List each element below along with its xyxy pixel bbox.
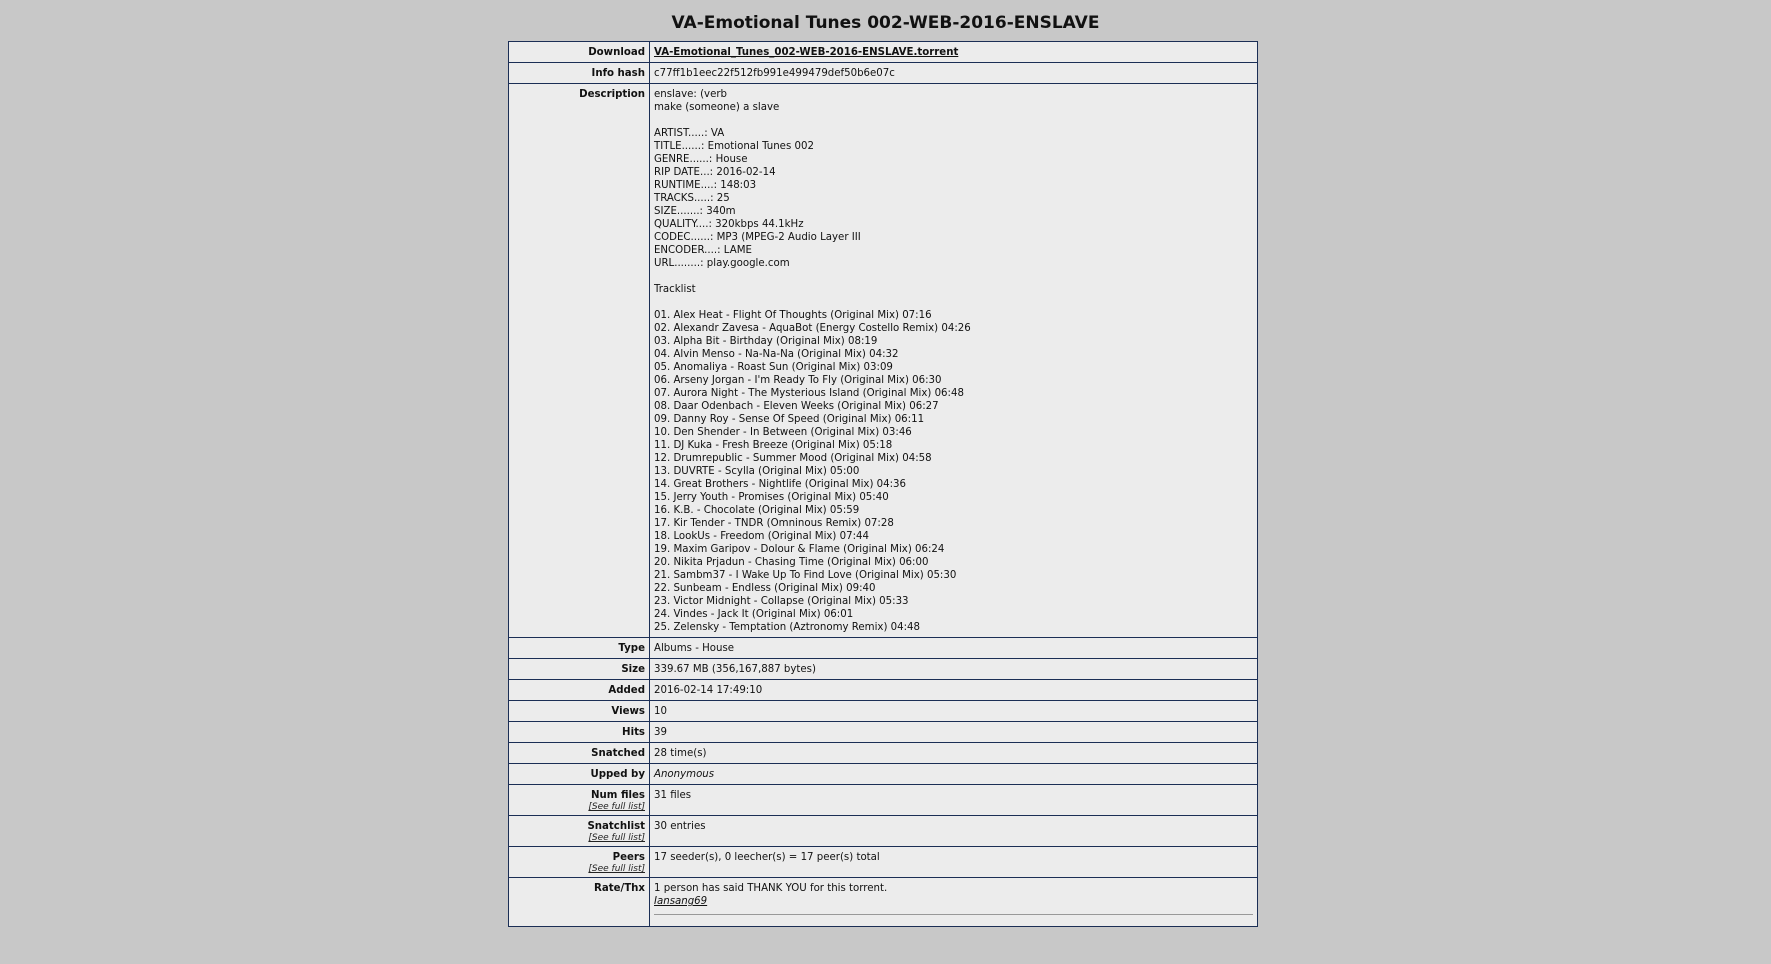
- row-views: [509, 701, 1258, 722]
- page-title: VA-Emotional Tunes 002-WEB-2016-ENSLAVE: [671, 13, 1100, 33]
- num-files-see-full-list-link[interactable]: [See full list]: [588, 802, 645, 812]
- description-field-line: RUNTIME....: 148:03: [654, 180, 757, 191]
- description-field-line: GENRE......: House: [654, 154, 748, 165]
- num-files-value: 31 files: [650, 785, 1258, 816]
- track-line: 08. Daar Odenbach - Eleven Weeks (Original Mix) 06:27: [654, 401, 939, 412]
- label-upped-by: Upped by: [509, 764, 650, 785]
- row-description: [509, 84, 1258, 638]
- track-line: 16. K.B. - Chocolate (Original Mix) 05:59: [654, 505, 860, 516]
- track-line: 25. Zelensky - Temptation (Aztronomy Remix) 04:48: [654, 622, 921, 633]
- description-intro: [654, 88, 1253, 114]
- track-line: 18. LookUs - Freedom (Original Mix) 07:44: [654, 531, 869, 542]
- row-num-files: [509, 785, 1258, 816]
- label-added: Added: [509, 680, 650, 701]
- description-field-line: ENCODER....: LAME: [654, 245, 752, 256]
- description-intro-line: enslave: (verb: [654, 89, 727, 100]
- row-hits: [509, 722, 1258, 743]
- track-line: 03. Alpha Bit - Birthday (Original Mix) 08:19: [654, 336, 878, 347]
- row-type: [509, 638, 1258, 659]
- track-line: 06. Arseny Jorgan - I'm Ready To Fly (Original Mix) 06:30: [654, 375, 942, 386]
- snatched-value: 28 time(s): [650, 743, 1258, 764]
- snatchlist-see-full-list-link[interactable]: [See full list]: [588, 833, 645, 843]
- label-rate-thx: Rate/Thx: [509, 878, 650, 927]
- track-line: 09. Danny Roy - Sense Of Speed (Original Mix) 06:11: [654, 414, 925, 425]
- label-size: Size: [509, 659, 650, 680]
- track-line: 01. Alex Heat - Flight Of Thoughts (Original Mix) 07:16: [654, 310, 932, 321]
- label-type: Type: [509, 638, 650, 659]
- info-hash-value: c77ff1b1eec22f512fb991e499479def50b6e07c: [650, 63, 1258, 84]
- track-line: 12. Drumrepublic - Summer Mood (Original Mix) 04:58: [654, 453, 932, 464]
- track-line: 10. Den Shender - In Between (Original Mix) 03:46: [654, 427, 912, 438]
- track-line: 23. Victor Midnight - Collapse (Original Mix) 05:33: [654, 596, 909, 607]
- description-field-line: QUALITY....: 320kbps 44.1kHz: [654, 219, 804, 230]
- peers-value: 17 seeder(s), 0 leecher(s) = 17 peer(s) total: [650, 847, 1258, 878]
- views-value: 10: [650, 701, 1258, 722]
- label-views: Views: [509, 701, 650, 722]
- tracklist-heading: Tracklist: [654, 284, 696, 295]
- peers-see-full-list-link[interactable]: [See full list]: [588, 864, 645, 874]
- track-line: 04. Alvin Menso - Na-Na-Na (Original Mix) 04:32: [654, 349, 899, 360]
- added-value: 2016-02-14 17:49:10: [650, 680, 1258, 701]
- row-upped-by: [509, 764, 1258, 785]
- description-field-line: ARTIST.....: VA: [654, 128, 725, 139]
- row-added: [509, 680, 1258, 701]
- description-fields: [654, 127, 1253, 270]
- snatchlist-value: 30 entries: [650, 816, 1258, 847]
- track-line: 22. Sunbeam - Endless (Original Mix) 09:40: [654, 583, 876, 594]
- hits-value: 39: [650, 722, 1258, 743]
- track-line: 17. Kir Tender - TNDR (Omninous Remix) 07:28: [654, 518, 894, 529]
- description-field-line: URL........: play.google.com: [654, 258, 790, 269]
- track-line: 15. Jerry Youth - Promises (Original Mix) 05:40: [654, 492, 889, 503]
- track-line: 21. Sambm37 - I Wake Up To Find Love (Original Mix) 05:30: [654, 570, 957, 581]
- torrent-details-table: [508, 41, 1258, 927]
- track-line: 05. Anomaliya - Roast Sun (Original Mix) 03:09: [654, 362, 893, 373]
- label-snatchlist: Snatchlist: [587, 821, 645, 832]
- row-download: [509, 42, 1258, 63]
- thanks-user-link[interactable]: Iansang69: [654, 896, 708, 907]
- row-snatchlist: [509, 816, 1258, 847]
- track-line: 11. DJ Kuka - Fresh Breeze (Original Mix) 05:18: [654, 440, 893, 451]
- row-snatched: [509, 743, 1258, 764]
- row-peers: [509, 847, 1258, 878]
- description-intro-line: make (someone) a slave: [654, 102, 780, 113]
- description-body: [650, 84, 1258, 638]
- size-value: 339.67 MB (356,167,887 bytes): [650, 659, 1258, 680]
- label-hits: Hits: [509, 722, 650, 743]
- label-info-hash: Info hash: [509, 63, 650, 84]
- track-line: 13. DUVRTE - Scylla (Original Mix) 05:00: [654, 466, 860, 477]
- track-line: 24. Vindes - Jack It (Original Mix) 06:01: [654, 609, 854, 620]
- upped-by-value: Anonymous: [650, 764, 1258, 785]
- tracklist: [654, 309, 1253, 634]
- description-field-line: TITLE......: Emotional Tunes 002: [654, 141, 814, 152]
- track-line: 02. Alexandr Zavesa - AquaBot (Energy Costello Remix) 04:26: [654, 323, 971, 334]
- label-download: Download: [509, 42, 650, 63]
- track-line: 07. Aurora Night - The Mysterious Island (Original Mix) 06:48: [654, 388, 964, 399]
- thanks-divider: [654, 914, 1253, 923]
- type-value: Albums - House: [650, 638, 1258, 659]
- label-snatched: Snatched: [509, 743, 650, 764]
- row-size: [509, 659, 1258, 680]
- label-peers: Peers: [612, 852, 645, 863]
- row-info-hash: [509, 63, 1258, 84]
- track-line: 19. Maxim Garipov - Dolour & Flame (Original Mix) 06:24: [654, 544, 945, 555]
- track-line: 14. Great Brothers - Nightlife (Original Mix) 04:36: [654, 479, 907, 490]
- track-line: 20. Nikita Prjadun - Chasing Time (Original Mix) 06:00: [654, 557, 929, 568]
- download-torrent-link[interactable]: VA-Emotional_Tunes_002-WEB-2016-ENSLAVE.torrent: [654, 47, 959, 58]
- thanks-text: 1 person has said THANK YOU for this torrent.: [654, 883, 888, 894]
- label-description: Description: [509, 84, 650, 638]
- description-field-line: SIZE.......: 340m: [654, 206, 736, 217]
- description-field-line: CODEC......: MP3 (MPEG-2 Audio Layer III: [654, 232, 861, 243]
- description-field-line: RIP DATE...: 2016-02-14: [654, 167, 776, 178]
- description-field-line: TRACKS.....: 25: [654, 193, 730, 204]
- row-rate-thx: [509, 878, 1258, 927]
- label-num-files: Num files: [591, 790, 645, 801]
